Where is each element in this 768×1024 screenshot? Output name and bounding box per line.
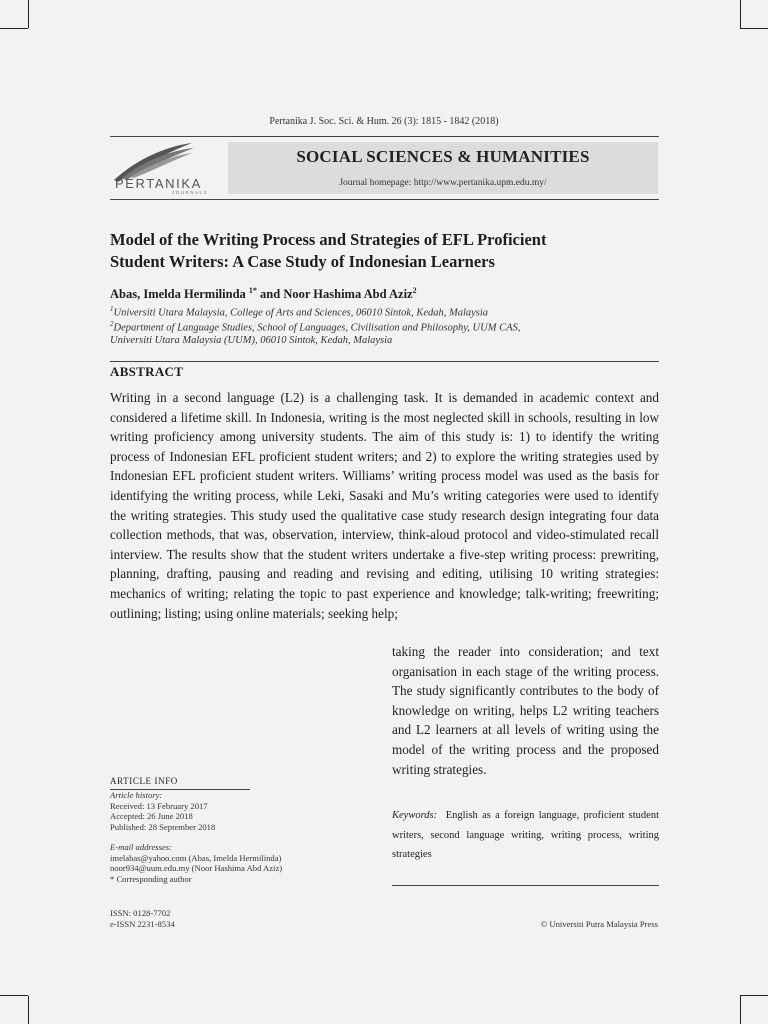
email-label: E-mail addresses: xyxy=(110,842,172,852)
journal-citation: Pertanika J. Soc. Sci. & Hum. 26 (3): 1815 - 1842 (2018) xyxy=(269,116,499,127)
logo-subtext: JOURNALS xyxy=(172,190,209,195)
author-name: Abas, Imelda Hermilinda xyxy=(110,287,249,302)
author-name: Noor Hashima Abd Aziz xyxy=(283,287,413,302)
issn-block xyxy=(110,908,175,929)
crop-mark xyxy=(28,996,29,1024)
abstract-rule xyxy=(110,361,659,362)
paper-title-line1: Model of the Writing Process and Strategies of EFL Proficient xyxy=(110,230,547,249)
affiliation-1 xyxy=(110,305,488,319)
paper-title-line2: Student Writers: A Case Study of Indonesian Learners xyxy=(110,252,495,271)
abstract-heading: ABSTRACT xyxy=(110,364,184,379)
affiliation-mark: 1 xyxy=(110,305,114,313)
email-addresses xyxy=(110,842,282,884)
article-history xyxy=(110,790,215,832)
paper-title xyxy=(110,229,660,273)
issn: ISSN: 0128-7702 xyxy=(110,908,171,918)
keywords-list: English as a foreign language, proficient student writers, second language writing, writing process, writing strategies xyxy=(392,810,660,860)
author-mark: 1* xyxy=(248,286,257,295)
crop-mark xyxy=(740,28,768,29)
journal-homepage[interactable]: Journal homepage: http://www.pertanika.upm.edu.my/ xyxy=(339,178,547,188)
affiliation-2 xyxy=(110,320,520,334)
journal-title: SOCIAL SCIENCES & HUMANITIES xyxy=(296,147,590,166)
author-list xyxy=(110,286,417,302)
crop-mark xyxy=(0,995,28,996)
received-date: Received: 13 February 2017 xyxy=(110,800,208,811)
header-bottom-rule xyxy=(110,199,659,200)
keywords xyxy=(392,806,659,865)
affiliation-text: Universiti Utara Malaysia, College of Arts and Sciences, 06010 Sintok, Kedah, Malaysia xyxy=(113,307,489,319)
header-top-rule xyxy=(110,136,659,137)
publisher-copyright: © Universiti Putra Malaysia Press xyxy=(540,919,658,929)
crop-mark xyxy=(740,995,768,996)
published-date: Published: 28 September 2018 xyxy=(110,821,216,832)
crop-mark xyxy=(28,0,29,28)
affiliation-mark: 2 xyxy=(110,320,114,328)
accepted-date: Accepted: 26 June 2018 xyxy=(110,811,193,821)
abstract-continuation: taking the reader into consideration; and text organisation in each stage of the writing process. The study significantly contributes to the body of knowledge on writing, helps L2 writing teachers and L2 learners at all levels of writing using the model of the writing process and the proposed writing strategies. xyxy=(392,644,659,777)
keywords-rule xyxy=(392,885,659,886)
keywords-label: Keywords: xyxy=(392,810,438,821)
author-separator: and xyxy=(256,287,284,302)
crop-mark xyxy=(0,28,28,29)
author-mark: 2 xyxy=(412,286,417,295)
logo-wordmark: PERTANIKA xyxy=(115,176,202,191)
crop-mark xyxy=(740,0,741,28)
abstract-body: Writing in a second language (L2) is a challenging task. It is demanded in academic context and considered a lifetime skill. In Indonesia, writing is the most neglected skill in schools, resulting in low writing proficiency among university students. The aim of this study is: 1) to identify the writing process of Indonesian EFL proficient student writers; and 2) to explore the writing strategies used by Indonesian EFL proficient student writers. Williams’ writing process model was used as the basis for identifying the writing process, while Leki, Sasaki and Mu’s writing categories were used to identify the writing strategies. This study used the qualitative case study research design integrating four data collection methods, that was, observation, interview, think-aloud protocol and video-stimulated recall interview. The results show that the student writers undertake a five-step writing process: prewriting, planning, drafting, pausing and reading and revising and editing, utilising 10 writing strategies: mechanics of writing; relating the topic to past experience and knowledge; talk-writing; freewriting; outlining; listing; using online materials; seeking help; xyxy=(110,390,659,621)
affiliation-text: Department of Language Studies, School of Languages, Civilisation and Philosophy, UUM CAS, xyxy=(113,322,521,334)
history-label: Article history: xyxy=(110,790,163,800)
crop-mark xyxy=(740,996,741,1024)
eissn: e-ISSN 2231-8534 xyxy=(110,918,175,929)
corresponding-author-note: * Corresponding author xyxy=(110,873,192,884)
article-info-heading: ARTICLE INFO xyxy=(110,776,178,786)
affiliation-2-continued: Universiti Utara Malaysia (UUM), 06010 Sintok, Kedah, Malaysia xyxy=(110,335,393,346)
email-link[interactable]: noor934@uum.edu.my (Noor Hashima Abd Aziz) xyxy=(110,863,283,873)
email-link[interactable]: imelabas@yahoo.com (Abas, Imelda Hermilinda) xyxy=(110,852,282,863)
